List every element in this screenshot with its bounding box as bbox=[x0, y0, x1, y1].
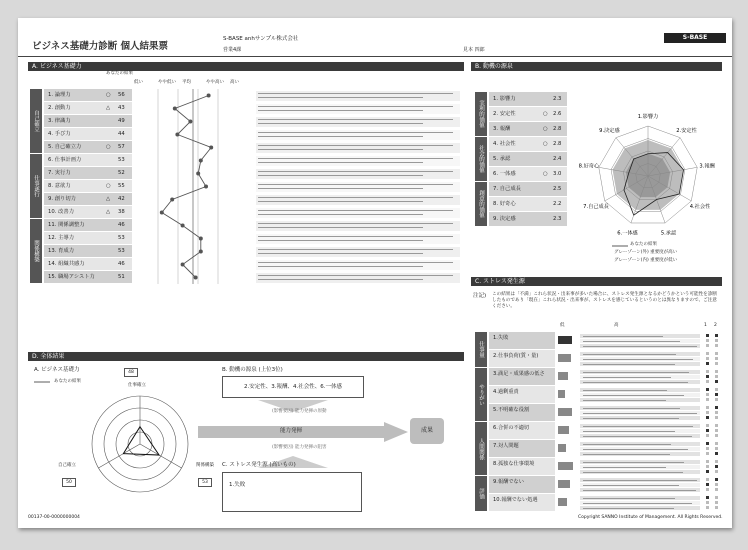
a-item-score: 53 bbox=[118, 235, 125, 241]
d-arrow-bot: (影響要因) 能力発揮の阻害 bbox=[272, 445, 327, 450]
b-item-label: 8. 好奇心 bbox=[493, 201, 516, 207]
c-sub-line bbox=[583, 400, 666, 401]
c-check bbox=[706, 465, 709, 468]
c-check bbox=[706, 470, 709, 473]
c-sub-line bbox=[583, 444, 671, 445]
a-item-score: 44 bbox=[118, 131, 125, 137]
scale-label-4: 高い bbox=[230, 80, 239, 85]
b-radar-label: 9.決定感 bbox=[599, 128, 620, 135]
a-item-score: 42 bbox=[118, 196, 125, 202]
a-score-point bbox=[196, 172, 200, 176]
a-comment-line bbox=[258, 210, 453, 211]
a-group-1: 仕事遂行 bbox=[30, 154, 42, 218]
a-group-2: 関係構築 bbox=[30, 219, 42, 283]
a-item-score: 51 bbox=[118, 274, 125, 280]
a-comment-line bbox=[258, 158, 453, 159]
a-item-score: 57 bbox=[118, 144, 125, 150]
c-check bbox=[715, 470, 718, 473]
section-c-header: C. ストレス発生源 bbox=[471, 277, 722, 286]
b-group-2: 創意的価値 bbox=[475, 182, 487, 226]
c-check bbox=[706, 424, 709, 427]
c-sub-line bbox=[583, 390, 667, 391]
a-item-label: 3. 律識力 bbox=[48, 118, 71, 124]
b-item-score: 2.2 bbox=[553, 201, 562, 207]
b-radar-chart bbox=[578, 106, 718, 246]
c-check bbox=[715, 460, 718, 463]
a-comment-line bbox=[258, 119, 453, 120]
c-check bbox=[715, 488, 718, 491]
c-sub-line bbox=[583, 377, 671, 378]
a-item-score: 46 bbox=[118, 222, 125, 228]
score-header: あなたの結果 bbox=[106, 71, 133, 76]
c-bar bbox=[558, 462, 573, 470]
a-item-score: 43 bbox=[118, 105, 125, 111]
b-legend-you: あなたの結果 bbox=[630, 242, 657, 247]
c-check bbox=[715, 447, 718, 450]
c-check bbox=[706, 370, 709, 373]
c-item-label: 8.孤独な仕事環境 bbox=[493, 461, 535, 467]
b-item-score: 2.6 bbox=[553, 111, 562, 117]
b-item-label: 1. 影響力 bbox=[493, 96, 516, 102]
a-score-point bbox=[175, 133, 179, 137]
c-sub-line bbox=[583, 490, 696, 491]
c-sub-line bbox=[583, 418, 679, 419]
c-check bbox=[706, 434, 709, 437]
b-radar-label: 4.社会性 bbox=[689, 204, 711, 210]
a-score-point bbox=[209, 146, 213, 150]
a-score-line bbox=[162, 96, 211, 278]
c-check bbox=[715, 496, 718, 499]
b-radar-label: 3.報酬 bbox=[699, 163, 715, 170]
a-score-point bbox=[188, 120, 192, 124]
c-sub-line bbox=[583, 485, 679, 486]
c-sub-line bbox=[583, 467, 666, 468]
a-comment-line bbox=[258, 262, 453, 263]
d-main-arrow bbox=[198, 422, 408, 442]
b-item-label: 9. 決定感 bbox=[493, 216, 516, 222]
c-bar bbox=[558, 336, 572, 344]
c-check bbox=[706, 496, 709, 499]
c-group-2: 人間関係 bbox=[475, 422, 487, 475]
b-item-label: 6. 一体感 bbox=[493, 171, 516, 177]
a-score-point bbox=[199, 159, 203, 163]
scale-label-0: 低い bbox=[134, 80, 143, 85]
c-check bbox=[715, 339, 718, 342]
a-item-score: 46 bbox=[118, 261, 125, 267]
section-d-header: D. 全体結果 bbox=[28, 352, 464, 361]
c-check bbox=[706, 398, 709, 401]
a-score-point bbox=[181, 224, 185, 228]
c-bar bbox=[558, 372, 568, 380]
a-comment-line bbox=[258, 279, 423, 280]
d-axis-top: 仕事確立 bbox=[128, 383, 146, 388]
d-axis-left: 自己確立 bbox=[58, 463, 76, 468]
d-radar-label: A. ビジネス基礎力 bbox=[34, 367, 80, 373]
a-comment-line bbox=[258, 249, 453, 250]
b-item-score: 2.8 bbox=[553, 126, 562, 132]
b-item-label: 3. 報酬 bbox=[493, 126, 511, 132]
person-name: 見本 四郎 bbox=[463, 47, 485, 53]
c-check bbox=[715, 388, 718, 391]
c-head-1: 1 bbox=[704, 323, 707, 328]
b-item-score: 2.5 bbox=[553, 186, 562, 192]
c-check bbox=[715, 506, 718, 509]
a-comment-line bbox=[258, 188, 423, 189]
c-check bbox=[715, 406, 718, 409]
b-item-label: 5. 承認 bbox=[493, 156, 511, 162]
a-item-label: 7. 実行力 bbox=[48, 170, 71, 176]
d-radar-axis bbox=[98, 444, 140, 468]
a-comment-line bbox=[258, 175, 423, 176]
c-sub-line bbox=[583, 395, 684, 396]
d-motive-label: B. 動機の源泉 (上位3位) bbox=[222, 367, 283, 373]
c-item-label: 4.過剰重責 bbox=[493, 389, 519, 395]
c-item-label: 7.対人問題 bbox=[493, 443, 519, 449]
b-radar-label: 6.一体感 bbox=[617, 230, 638, 237]
a-comment-line bbox=[258, 236, 453, 237]
d-axis-right: 関係構築 bbox=[196, 463, 214, 468]
c-item-label: 6.合併の不適切 bbox=[493, 425, 530, 431]
a-comment-line bbox=[258, 93, 453, 94]
c-item-label: 9.報酬でない bbox=[493, 479, 524, 485]
a-item-score: 38 bbox=[118, 209, 125, 215]
c-sub-line bbox=[583, 372, 689, 373]
b-legend-gray-inner: グレーゾーン(内) 重要度が低い bbox=[614, 258, 678, 263]
c-sub-line bbox=[583, 480, 697, 481]
d-arrow-mid: 能力発揮 bbox=[280, 428, 303, 434]
c-check bbox=[706, 416, 709, 419]
c-check bbox=[706, 334, 709, 337]
d-score-right: 53 bbox=[198, 478, 212, 487]
a-item-label: 9. 創り切力 bbox=[48, 196, 76, 202]
a-comment-line bbox=[258, 145, 453, 146]
c-check bbox=[706, 442, 709, 445]
c-sub-line bbox=[583, 454, 670, 455]
a-item-label: 6. 仕事計画力 bbox=[48, 157, 82, 163]
c-head-low: 低 bbox=[560, 323, 565, 328]
c-bar bbox=[558, 426, 569, 434]
a-item-score: 55 bbox=[118, 183, 125, 189]
a-score-point bbox=[199, 250, 203, 254]
d-radar-axis bbox=[140, 444, 182, 468]
a-comment-line bbox=[258, 253, 423, 254]
b-radar-label: 7.自己成長 bbox=[583, 204, 609, 210]
c-check bbox=[715, 411, 718, 414]
c-sub-line bbox=[583, 359, 693, 360]
c-bar bbox=[558, 444, 566, 452]
c-check bbox=[715, 362, 718, 365]
c-sub-line bbox=[583, 382, 688, 383]
a-item-label: 15. 職場アシスト力 bbox=[48, 274, 95, 280]
c-sub-line bbox=[583, 431, 675, 432]
c-sub-line bbox=[583, 472, 683, 473]
a-item-score: 52 bbox=[118, 170, 125, 176]
a-comment-line bbox=[258, 275, 453, 276]
d-legend-line-icon bbox=[34, 380, 50, 384]
a-comment-line bbox=[258, 171, 453, 172]
c-bar bbox=[558, 354, 571, 362]
c-group-1: やりがい bbox=[475, 368, 487, 421]
b-item-label: 4. 社会性 bbox=[493, 141, 516, 147]
a-item-score: 53 bbox=[118, 248, 125, 254]
a-comment-line bbox=[258, 132, 453, 133]
c-check bbox=[715, 334, 718, 337]
a-item-mark: ○ bbox=[106, 183, 111, 189]
a-group-0: 自己確立 bbox=[30, 89, 42, 153]
b-radar-label: 1.影響力 bbox=[637, 114, 659, 120]
c-sub-line bbox=[583, 408, 680, 409]
a-comment-line bbox=[258, 240, 423, 241]
a-comment-line bbox=[258, 214, 423, 215]
d-score-left: 50 bbox=[62, 478, 76, 487]
a-score-point bbox=[199, 237, 203, 241]
c-sub-line bbox=[583, 336, 663, 337]
c-sub-line bbox=[583, 364, 675, 365]
c-check bbox=[715, 416, 718, 419]
a-item-label: 10. 改善力 bbox=[48, 209, 74, 215]
a-score-point bbox=[181, 263, 185, 267]
a-item-mark: ○ bbox=[106, 144, 111, 150]
b-group-0: 実利的価値 bbox=[475, 92, 487, 136]
c-sub-line bbox=[583, 354, 676, 355]
c-check bbox=[715, 429, 718, 432]
c-bar bbox=[558, 408, 572, 416]
footer-copyright: Copyright SANNO Institute of Management. All Rights Reserved. bbox=[578, 515, 723, 520]
c-bar bbox=[558, 390, 565, 398]
header-divider bbox=[18, 56, 732, 57]
b-item-mark: ○ bbox=[543, 171, 548, 177]
a-item-mark: ○ bbox=[106, 92, 111, 98]
c-sub-line bbox=[583, 498, 675, 499]
b-item-score: 2.3 bbox=[553, 216, 562, 222]
c-check bbox=[715, 442, 718, 445]
a-comment-line bbox=[258, 97, 423, 98]
a-item-label: 13. 育成力 bbox=[48, 248, 74, 254]
a-score-point bbox=[170, 198, 174, 202]
c-item-label: 2.仕事負荷(質・量) bbox=[493, 353, 539, 359]
c-item-label: 10.報酬でない処遇 bbox=[493, 497, 538, 503]
a-comment-line bbox=[258, 110, 423, 111]
c-check bbox=[706, 388, 709, 391]
b-item-label: 7. 自己成長 bbox=[493, 186, 521, 192]
b-item-score: 2.3 bbox=[553, 96, 562, 102]
c-sub-line bbox=[583, 436, 692, 437]
a-item-mark: △ bbox=[106, 105, 111, 111]
d-stress-label: C. ストレス発生源 (高いもの) bbox=[222, 462, 296, 468]
d-radar-chart bbox=[80, 382, 200, 502]
b-item-score: 2.8 bbox=[553, 141, 562, 147]
b-radar-label: 8.好奇心 bbox=[578, 163, 600, 170]
note-label: 注記) bbox=[473, 293, 487, 299]
c-sub-line bbox=[583, 426, 693, 427]
a-score-point bbox=[160, 211, 164, 215]
c-check bbox=[715, 370, 718, 373]
a-item-score: 56 bbox=[118, 92, 125, 98]
c-group-3: 評価 bbox=[475, 476, 487, 511]
page-title: ビジネス基礎力診断 個人結果票 bbox=[32, 41, 169, 52]
b-item-mark: ○ bbox=[543, 141, 548, 147]
c-check bbox=[706, 406, 709, 409]
a-item-score: 49 bbox=[118, 118, 125, 124]
c-item-label: 1.失敗 bbox=[493, 335, 509, 341]
c-check bbox=[715, 352, 718, 355]
b-radar-label: 2.安定性 bbox=[676, 128, 697, 135]
a-item-label: 5. 自己確立力 bbox=[48, 144, 82, 150]
a-item-label: 11. 関係調整力 bbox=[48, 222, 85, 228]
a-score-chart bbox=[138, 89, 248, 284]
c-check bbox=[706, 380, 709, 383]
d-score-top: 48 bbox=[124, 368, 138, 377]
d-result-box: 成果 bbox=[410, 418, 444, 444]
d-arrow-top: (影響要因) 能力発揮の原動 bbox=[272, 409, 327, 414]
c-check bbox=[706, 460, 709, 463]
c-check bbox=[715, 501, 718, 504]
a-comment-line bbox=[258, 184, 453, 185]
c-check bbox=[706, 483, 709, 486]
section-b-header: B. 動機の源泉 bbox=[471, 62, 722, 71]
c-check bbox=[715, 344, 718, 347]
c-check bbox=[706, 429, 709, 432]
a-comment-line bbox=[258, 223, 453, 224]
a-comment-line bbox=[258, 162, 423, 163]
result-sheet bbox=[18, 18, 732, 528]
b-legend-gray-outer: グレーゾーン(外) 重要度が高い bbox=[614, 250, 678, 255]
c-check bbox=[715, 380, 718, 383]
a-item-label: 8. 意欲力 bbox=[48, 183, 71, 189]
b-group-1: 社会的価値 bbox=[475, 137, 487, 181]
b-item-score: 3.0 bbox=[553, 171, 562, 177]
c-check bbox=[715, 357, 718, 360]
d-legend: あなたの結果 bbox=[54, 379, 81, 384]
c-item-label: 5.不明確な役割 bbox=[493, 407, 530, 413]
c-sub-line bbox=[583, 462, 684, 463]
c-sub-line bbox=[583, 508, 674, 509]
c-check bbox=[706, 501, 709, 504]
a-item-label: 1. 論理力 bbox=[48, 92, 71, 98]
a-score-point bbox=[194, 276, 198, 280]
a-item-mark: △ bbox=[106, 196, 111, 202]
b-radar-label: 5.承認 bbox=[660, 230, 677, 237]
brand-logo: S-BASE bbox=[664, 33, 726, 43]
c-check bbox=[715, 398, 718, 401]
d-motive-box: 2.安定性、3.報酬、4.社会性、6.一体感 bbox=[222, 376, 364, 398]
scale-label-1: やや低い bbox=[158, 80, 176, 85]
a-comment-line bbox=[258, 201, 423, 202]
note-text: この結果は「不満」これら状況・出来事が多いた場合に、ストレス発生源となるかどうかという可能性を診断したものであり「現在」これら状況・出来事が、ストレスを感じているというのとは異なりますので、ご注意ください。 bbox=[492, 292, 717, 309]
c-bar bbox=[558, 498, 567, 506]
department: 営業4課 bbox=[223, 47, 242, 53]
a-comment-line bbox=[258, 106, 453, 107]
c-check bbox=[706, 393, 709, 396]
c-check bbox=[706, 339, 709, 342]
c-check bbox=[706, 452, 709, 455]
c-check bbox=[715, 424, 718, 427]
c-check bbox=[715, 434, 718, 437]
c-check bbox=[715, 478, 718, 481]
a-comment-line bbox=[258, 197, 453, 198]
c-check bbox=[706, 506, 709, 509]
c-sub-line bbox=[583, 503, 692, 504]
b-item-label: 2. 安定性 bbox=[493, 111, 516, 117]
a-comment-line bbox=[258, 136, 423, 137]
c-sub-line bbox=[583, 449, 688, 450]
a-score-point bbox=[173, 107, 177, 111]
a-score-point bbox=[204, 185, 208, 189]
a-item-label: 2. 創動力 bbox=[48, 105, 71, 111]
c-check bbox=[706, 411, 709, 414]
c-item-label: 3.満足・成果感の低さ bbox=[493, 371, 545, 377]
c-group-0: 仕事量 bbox=[475, 332, 487, 367]
c-check bbox=[706, 352, 709, 355]
scale-label-3: やや高い bbox=[206, 80, 224, 85]
b-item-mark: ○ bbox=[543, 111, 548, 117]
a-item-label: 14. 組織共感力 bbox=[48, 261, 85, 267]
a-comment-line bbox=[258, 123, 423, 124]
c-check bbox=[715, 483, 718, 486]
b-item-score: 2.4 bbox=[553, 156, 562, 162]
c-check bbox=[706, 344, 709, 347]
c-head-2: 2 bbox=[714, 323, 717, 328]
a-comment-line bbox=[258, 266, 423, 267]
company-name: S-BASE anhサンプル株式会社 bbox=[223, 36, 299, 42]
c-sub-line bbox=[583, 346, 697, 347]
c-check bbox=[715, 375, 718, 378]
c-check bbox=[706, 488, 709, 491]
c-head-high: 高 bbox=[614, 323, 619, 328]
c-bar bbox=[558, 480, 570, 488]
scale-label-2: 平均 bbox=[182, 80, 191, 85]
c-check bbox=[706, 362, 709, 365]
c-sub-line bbox=[583, 413, 697, 414]
a-item-label: 4. 手ぴ力 bbox=[48, 131, 71, 137]
c-check bbox=[706, 375, 709, 378]
a-comment-line bbox=[258, 149, 423, 150]
b-legend-line-icon bbox=[612, 244, 628, 248]
a-item-score: 53 bbox=[118, 157, 125, 163]
a-item-label: 12. 主導力 bbox=[48, 235, 74, 241]
c-check bbox=[706, 357, 709, 360]
footer-code: 00137-00-0000000004 bbox=[28, 515, 80, 520]
section-a-header: A. ビジネス基礎力 bbox=[28, 62, 464, 71]
a-comment-line bbox=[258, 227, 423, 228]
c-check bbox=[706, 478, 709, 481]
a-score-point bbox=[207, 94, 211, 98]
c-check bbox=[715, 393, 718, 396]
d-stress-box: 1.失敗 bbox=[222, 472, 362, 512]
c-check bbox=[715, 465, 718, 468]
a-item-mark: △ bbox=[106, 209, 111, 215]
c-sub-line bbox=[583, 341, 680, 342]
b-item-mark: ○ bbox=[543, 126, 548, 132]
c-check bbox=[706, 447, 709, 450]
c-check bbox=[715, 452, 718, 455]
